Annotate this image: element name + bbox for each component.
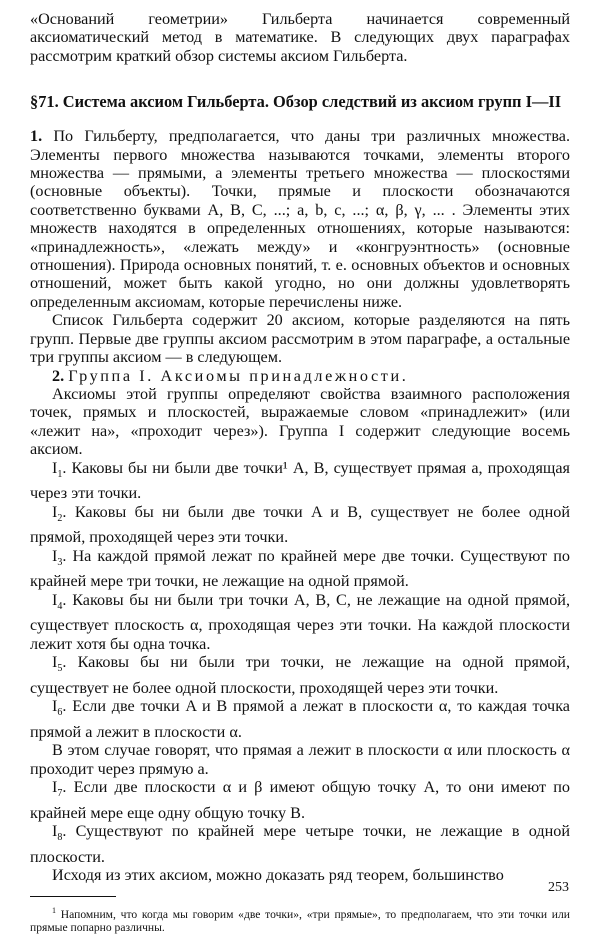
paragraph-1 [30,127,570,311]
footnote-text: Напомним, что когда мы говорим «две точки», «три прямые», то предполагаем, что эти точки или прямые попарно различны. [30,907,570,935]
axioms-list-2 [30,778,570,866]
axiom-item: $I_5$. Каковы бы ни были три точки, не лежащие на одной прямой, существует не более одной плоскости, проходящей через эти точки. [30,653,570,697]
footnote-divider [30,896,116,897]
axiom-item: $I_3$. На каждой прямой лежат по крайней мере две точки. Существуют по крайней мере три точки, не лежащие на одной прямой. [30,546,570,591]
footnote-mark: 1 [52,905,56,915]
axiom-item: $I_7$. Если две плоскости α и β имеют общую точку A, то они имеют по крайней мере еще одну общую точку B. [30,778,570,822]
note-paragraph: В этом случае говорят, что прямая a лежит в плоскости α или плоскость α проходит через прямую a. [30,741,570,778]
section-title: §71. Система аксиом Гильберта. Обзор следствий из аксиом групп I—II [30,92,562,112]
group-heading-text: Группа I. Аксиомы принадлежности. [68,366,409,385]
paragraph-3: Аксиомы этой группы определяют свойства взаимного расположения точек, прямых и плоскостей, выражаемые словом «принадлежит» (или «лежит на», «проходит через»). Группа I содержит следующие восемь аксиом. [30,384,570,459]
footnote [30,904,570,935]
axiom-item: $I_6$. Если две точки A и B прямой a лежат в плоскости α, то каждая точка прямой a лежит в плоскости α. [30,697,570,741]
last-paragraph: Исходя из этих аксиом, можно доказать ряд теорем, большинство [52,866,504,885]
axiom-item: $I_2$. Каковы бы ни были две точки A и B, существует не более одной прямой, проходящей через эти точки. [30,502,570,547]
page-body [30,10,570,935]
axiom-item: $I_4$. Каковы бы ни были три точки A, B, C, не лежащие на одной прямой, существует плоскость α, проходящая через эти точки. На каждой плоскости лежит хотя бы одна точка. [30,590,570,653]
intro-paragraph: «Оснований геометрии» Гильберта начинается современный аксиоматический метод в математике. В следующих двух параграфах рассмотрим краткий обзор системы аксиом Гильберта. [30,10,570,65]
group-heading [30,367,570,385]
axiom-item: $I_8$. Существуют по крайней мере четыре точки, не лежащие в одной плоскости. [30,822,570,866]
paragraph-1-text: По Гильберту, предполагается, что даны три различных множества. Элементы первого множества называются точками, элементы второго множества — прямыми, а элементы третьего множества — плоскостями (основные объекты). Точки, прямые и плоскости обозначаются соответственно буквами A, B, C, ...; a, b, c, ...; α, β, γ, ... . Элементы этих множеств находятся в определенных отношениях, которые называются: «принадлежность», «лежать между» и «конгруэнтность» (основные отношения). Природа основных понятий, т. е. основных объектов и основных отношений, может быть какой угодно, но они должны удовлетворять определенным аксиомам, которые перечислены ниже. [30,127,570,311]
axioms-list [30,459,570,742]
paragraph-1-number: 1. [30,127,43,146]
axiom-item: $I_1$. Каковы бы ни были две точки¹ A, B, существует прямая a, проходящая через эти точки. [30,458,570,503]
paragraph-2: Список Гильберта содержит 20 аксиом, которые разделяются на пять групп. Первые две группы аксиом рассмотрим в этом параграфе, а остальные три группы аксиом — в следующем. [30,311,570,367]
page-number: 253 [548,880,569,895]
group-heading-number: 2. [52,366,65,385]
